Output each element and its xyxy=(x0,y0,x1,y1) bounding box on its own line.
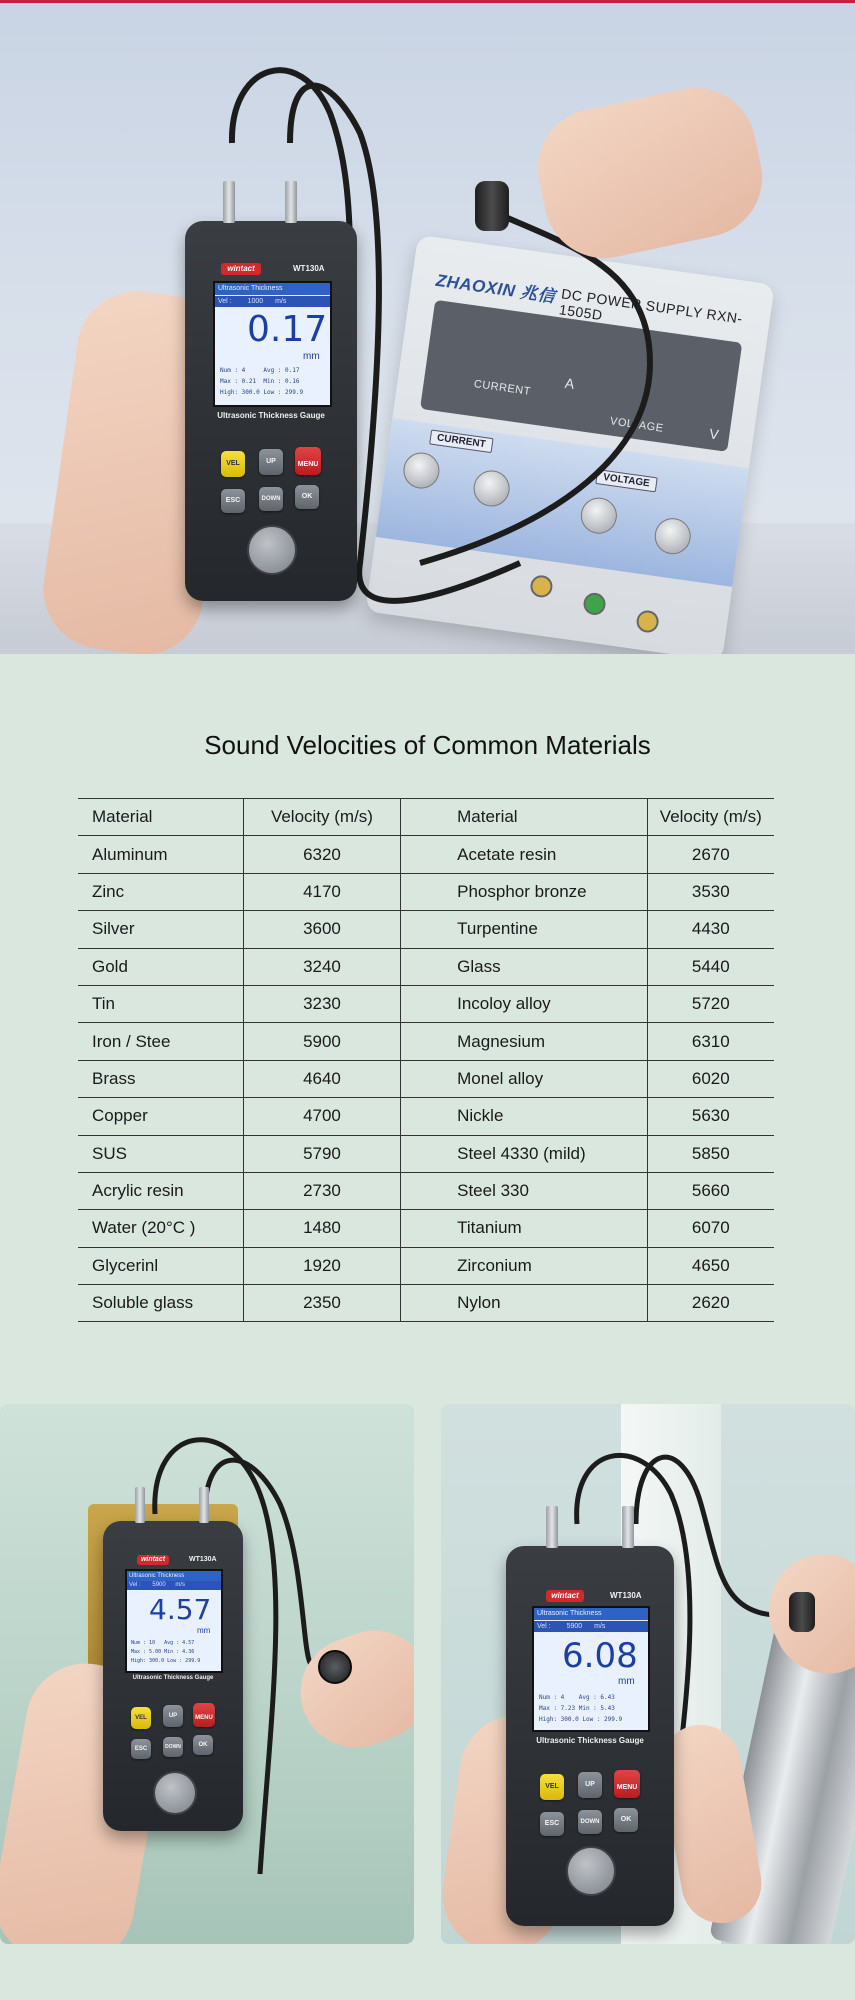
gauge-model-label: WT130A xyxy=(293,264,325,273)
material-name: Tin xyxy=(78,985,243,1022)
material-name: Acrylic resin xyxy=(78,1172,243,1209)
coupling-test-block xyxy=(153,1771,197,1815)
thickness-unit: mm xyxy=(618,1676,635,1687)
thickness-gauge-device xyxy=(103,1521,243,1831)
gauge-caption: Ultrasonic Thickness Gauge xyxy=(217,411,325,420)
velocity-label: Vel : xyxy=(537,1623,551,1630)
coupling-test-block xyxy=(566,1846,616,1896)
material-name: Steel 330 xyxy=(401,1172,648,1209)
psu-v-label: V xyxy=(708,425,721,443)
velocity-value: 5630 xyxy=(647,1098,774,1135)
psu-title: DC POWER SUPPLY RXN-1505D xyxy=(558,285,744,327)
table-title: Sound Velocities of Common Materials xyxy=(204,730,651,760)
velocity-value: 5440 xyxy=(647,948,774,985)
vel-button[interactable]: VEL xyxy=(131,1707,151,1729)
ok-button[interactable]: OK xyxy=(193,1735,213,1755)
table-row xyxy=(78,948,774,985)
screen-velocity-row xyxy=(127,1581,221,1590)
probe-connector-left xyxy=(135,1487,145,1523)
material-name: Soluble glass xyxy=(78,1285,243,1322)
velocity-value: 3240 xyxy=(243,948,400,985)
velocity-value: 5720 xyxy=(647,985,774,1022)
probe-connector-left xyxy=(223,181,235,223)
ok-button[interactable]: OK xyxy=(295,485,319,509)
menu-button[interactable]: MENU xyxy=(614,1770,640,1798)
material-name: Zirconium xyxy=(401,1247,648,1284)
gauge-caption: Ultrasonic Thickness Gauge xyxy=(132,1675,214,1681)
velocity-value: 2350 xyxy=(243,1285,400,1322)
screen-velocity-row xyxy=(534,1621,648,1632)
sound-velocity-table xyxy=(78,798,774,1322)
gauge-model-label: WT130A xyxy=(189,1556,217,1563)
velocity-value: 3530 xyxy=(647,873,774,910)
velocity-unit: m/s xyxy=(275,298,287,305)
gauge-brand-logo: wintact xyxy=(221,263,261,275)
velocity-value: 4650 xyxy=(647,1247,774,1284)
table-row xyxy=(78,1135,774,1172)
table-row xyxy=(78,1023,774,1060)
thickness-gauge-device xyxy=(506,1546,674,1926)
down-button[interactable]: DOWN xyxy=(163,1737,183,1757)
velocity-value: 4640 xyxy=(243,1060,400,1097)
velocity-value: 4170 xyxy=(243,873,400,910)
probe-connector-right xyxy=(199,1487,209,1523)
gauge-screen xyxy=(213,281,332,407)
velocity-value: 1480 xyxy=(243,1210,400,1247)
header-material-right: Material xyxy=(401,799,648,836)
screen-velocity-row xyxy=(215,296,330,307)
table-row xyxy=(78,985,774,1022)
gauge-brand-logo: wintact xyxy=(137,1555,169,1565)
velocity-label: Vel : xyxy=(218,298,232,305)
thickness-unit: mm xyxy=(303,351,320,362)
esc-button[interactable]: ESC xyxy=(540,1812,564,1836)
velocity-value: 1000 xyxy=(247,298,264,305)
gauge-brand-logo: wintact xyxy=(546,1590,584,1602)
material-name: Silver xyxy=(78,911,243,948)
coupling-test-block xyxy=(247,525,297,575)
material-name: Water (20°C ) xyxy=(78,1210,243,1247)
table-row xyxy=(78,1285,774,1322)
ok-button[interactable]: OK xyxy=(614,1808,638,1832)
thickness-gauge-device xyxy=(185,221,357,601)
material-name: Incoloy alloy xyxy=(401,985,648,1022)
velocity-value: 3600 xyxy=(243,911,400,948)
material-name: Gold xyxy=(78,948,243,985)
velocity-value: 5850 xyxy=(647,1135,774,1172)
down-button[interactable]: DOWN xyxy=(259,487,283,511)
up-button[interactable]: UP xyxy=(163,1705,183,1727)
velocity-value: 5900 xyxy=(566,1623,583,1630)
material-name: Nickle xyxy=(401,1098,648,1135)
material-name: Nylon xyxy=(401,1285,648,1322)
material-name: Titanium xyxy=(401,1210,648,1247)
psu-brand: ZHAOXIN 兆信 xyxy=(434,270,557,307)
velocity-unit: m/s xyxy=(175,1582,186,1588)
up-button[interactable]: UP xyxy=(578,1772,602,1798)
table-row xyxy=(78,1060,774,1097)
velocity-value: 5660 xyxy=(647,1172,774,1209)
table-row xyxy=(78,1098,774,1135)
velocity-value: 4430 xyxy=(647,911,774,948)
thickness-reading: 0.17 xyxy=(247,309,328,350)
thickness-reading: 6.08 xyxy=(562,1636,638,1676)
photo-gauge-measuring-plate xyxy=(0,1404,414,1944)
velocity-value: 4700 xyxy=(243,1098,400,1135)
probe-connector-right xyxy=(622,1506,634,1548)
velocity-value: 5900 xyxy=(243,1023,400,1060)
material-name: Glycerinl xyxy=(78,1247,243,1284)
table-row xyxy=(78,1172,774,1209)
menu-button[interactable]: MENU xyxy=(295,447,321,475)
psu-voltage-panel-label: VOLTAGE xyxy=(595,469,657,492)
header-velocity-left: Velocity (m/s) xyxy=(243,799,400,836)
velocity-value: 6020 xyxy=(647,1060,774,1097)
gauge-model-label: WT130A xyxy=(610,1591,642,1600)
table-row xyxy=(78,873,774,910)
psu-a-label: A xyxy=(563,374,576,392)
screen-statistics: Num : 4 Avg : 6.43 Max : 7.23 Min : 5.43 High: 300.0 Low : 299.9 xyxy=(539,1694,623,1723)
menu-button[interactable]: MENU xyxy=(193,1703,215,1727)
table-row xyxy=(78,836,774,873)
material-name: Iron / Stee xyxy=(78,1023,243,1060)
velocity-value: 2730 xyxy=(243,1172,400,1209)
material-name: SUS xyxy=(78,1135,243,1172)
velocity-value: 6310 xyxy=(647,1023,774,1060)
probe-connector-left xyxy=(546,1506,558,1548)
screen-statistics: Num : 10 Avg : 4.57 Max : 5.00 Min : 4.36 High: 300.0 Low : 299.9 xyxy=(131,1640,201,1664)
material-name: Steel 4330 (mild) xyxy=(401,1135,648,1172)
esc-button[interactable]: ESC xyxy=(221,489,245,513)
esc-button[interactable]: ESC xyxy=(131,1739,151,1759)
material-name: Turpentine xyxy=(401,911,648,948)
gauge-screen xyxy=(532,1606,650,1732)
material-name: Monel alloy xyxy=(401,1060,648,1097)
vel-button[interactable]: VEL xyxy=(540,1774,564,1800)
material-name: Glass xyxy=(401,948,648,985)
velocity-value: 2670 xyxy=(647,836,774,873)
material-name: Acetate resin xyxy=(401,836,648,873)
screen-header: Ultrasonic Thickness xyxy=(127,1571,221,1581)
material-name: Magnesium xyxy=(401,1023,648,1060)
down-button[interactable]: DOWN xyxy=(578,1810,602,1834)
header-material-left: Material xyxy=(78,799,243,836)
table-row xyxy=(78,1247,774,1284)
table-row xyxy=(78,911,774,948)
material-name: Copper xyxy=(78,1098,243,1135)
velocity-value: 6320 xyxy=(243,836,400,873)
thickness-unit: mm xyxy=(197,1626,211,1635)
velocity-label: Vel : xyxy=(129,1582,141,1588)
gauge-screen xyxy=(125,1569,223,1673)
gauge-caption: Ultrasonic Thickness Gauge xyxy=(536,1736,644,1745)
psu-current-label: CURRENT xyxy=(473,378,532,398)
photo-gauge-measuring-pipe xyxy=(441,1404,855,1944)
table-row xyxy=(78,1210,774,1247)
velocity-value: 1920 xyxy=(243,1247,400,1284)
header-velocity-right: Velocity (m/s) xyxy=(647,799,774,836)
velocity-value: 5790 xyxy=(243,1135,400,1172)
velocity-value: 2620 xyxy=(647,1285,774,1322)
screen-header: Ultrasonic Thickness xyxy=(215,283,330,295)
psu-current-panel-label: CURRENT xyxy=(429,430,493,454)
psu-voltage-label: VOLTAGE xyxy=(609,415,665,435)
velocity-unit: m/s xyxy=(594,1623,606,1630)
vel-button[interactable]: VEL xyxy=(221,451,245,477)
probe-transducer xyxy=(789,1592,815,1632)
up-button[interactable]: UP xyxy=(259,449,283,475)
material-name: Brass xyxy=(78,1060,243,1097)
material-name: Zinc xyxy=(78,873,243,910)
thickness-reading: 4.57 xyxy=(149,1593,212,1626)
table-header-row xyxy=(78,799,774,836)
material-name: Aluminum xyxy=(78,836,243,873)
velocity-value: 3230 xyxy=(243,985,400,1022)
screen-statistics: Num : 4 Avg : 0.17 Max : 0.21 Min : 0.16 High: 300.0 Low : 299.9 xyxy=(220,367,304,396)
screen-header: Ultrasonic Thickness xyxy=(534,1608,648,1620)
material-name: Phosphor bronze xyxy=(401,873,648,910)
probe-transducer xyxy=(475,181,509,231)
hero-photo xyxy=(0,3,855,654)
probe-transducer xyxy=(318,1650,352,1684)
velocity-value: 5900 xyxy=(152,1582,166,1588)
probe-connector-right xyxy=(285,181,297,223)
velocity-value: 6070 xyxy=(647,1210,774,1247)
